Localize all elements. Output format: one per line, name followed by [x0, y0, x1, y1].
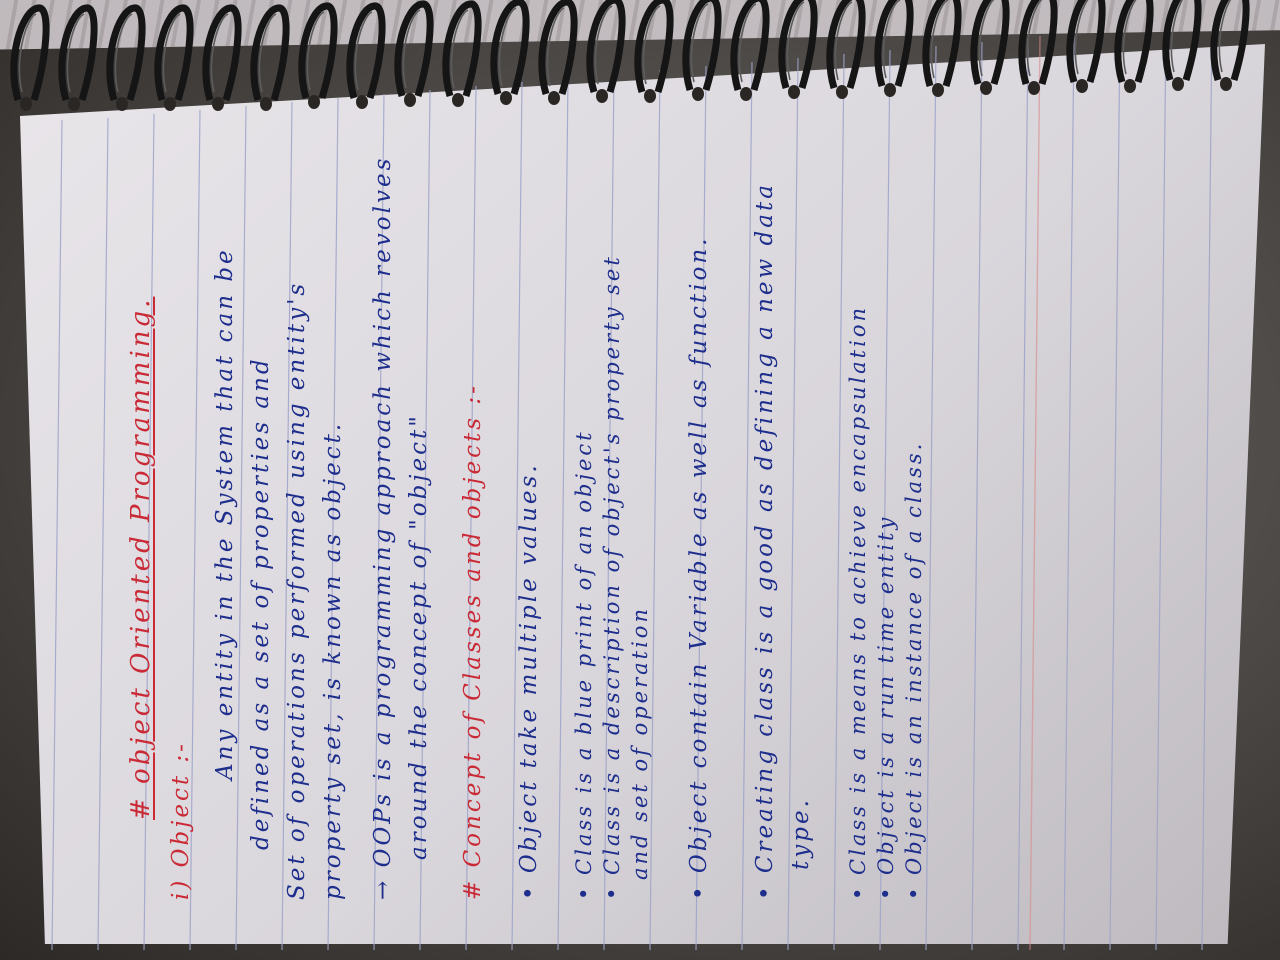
definition-line-3: Set of operations performed using entity's — [284, 280, 310, 900]
ruled-line — [52, 120, 62, 950]
object-contains-line: • Object contain Variable as well as function. — [686, 235, 712, 900]
definition-line-4: property set, is known as object. — [320, 420, 346, 900]
definition-line-1: Any entity in the System that can be — [212, 247, 238, 780]
ruled-line — [98, 118, 108, 950]
definition-line-2: defined as a set of properties and — [248, 356, 274, 850]
class-point-1: • Class is a blue print of an object — [572, 429, 596, 900]
notes-subheading: i) Object :- — [168, 741, 194, 900]
class-point-3: and set of operation — [628, 606, 652, 880]
oops-line-2: around the concept of "object" — [406, 413, 432, 860]
final-point-1: • Class is a means to achieve encapsulation — [846, 304, 870, 900]
class-point-2: • Class is a description of object's property set — [600, 254, 624, 900]
concept-heading: # Concept of Classes and objects :- — [460, 383, 486, 900]
final-point-3: • Object is an instance of a class. — [902, 440, 926, 900]
oops-line-1: → OOPs is a programming approach which revolves — [370, 155, 396, 900]
handwritten-notes — [120, 60, 1160, 900]
creating-class-line-1: • Creating class is a good as defining a new data — [752, 182, 778, 900]
object-values-line: • Object take multiple values. — [516, 462, 542, 900]
ruled-line — [1202, 22, 1212, 950]
notes-title: # object Oriented Programming. — [126, 296, 156, 820]
creating-class-line-2: type. — [788, 797, 814, 870]
final-point-2: • Object is a run time entity — [874, 514, 898, 900]
